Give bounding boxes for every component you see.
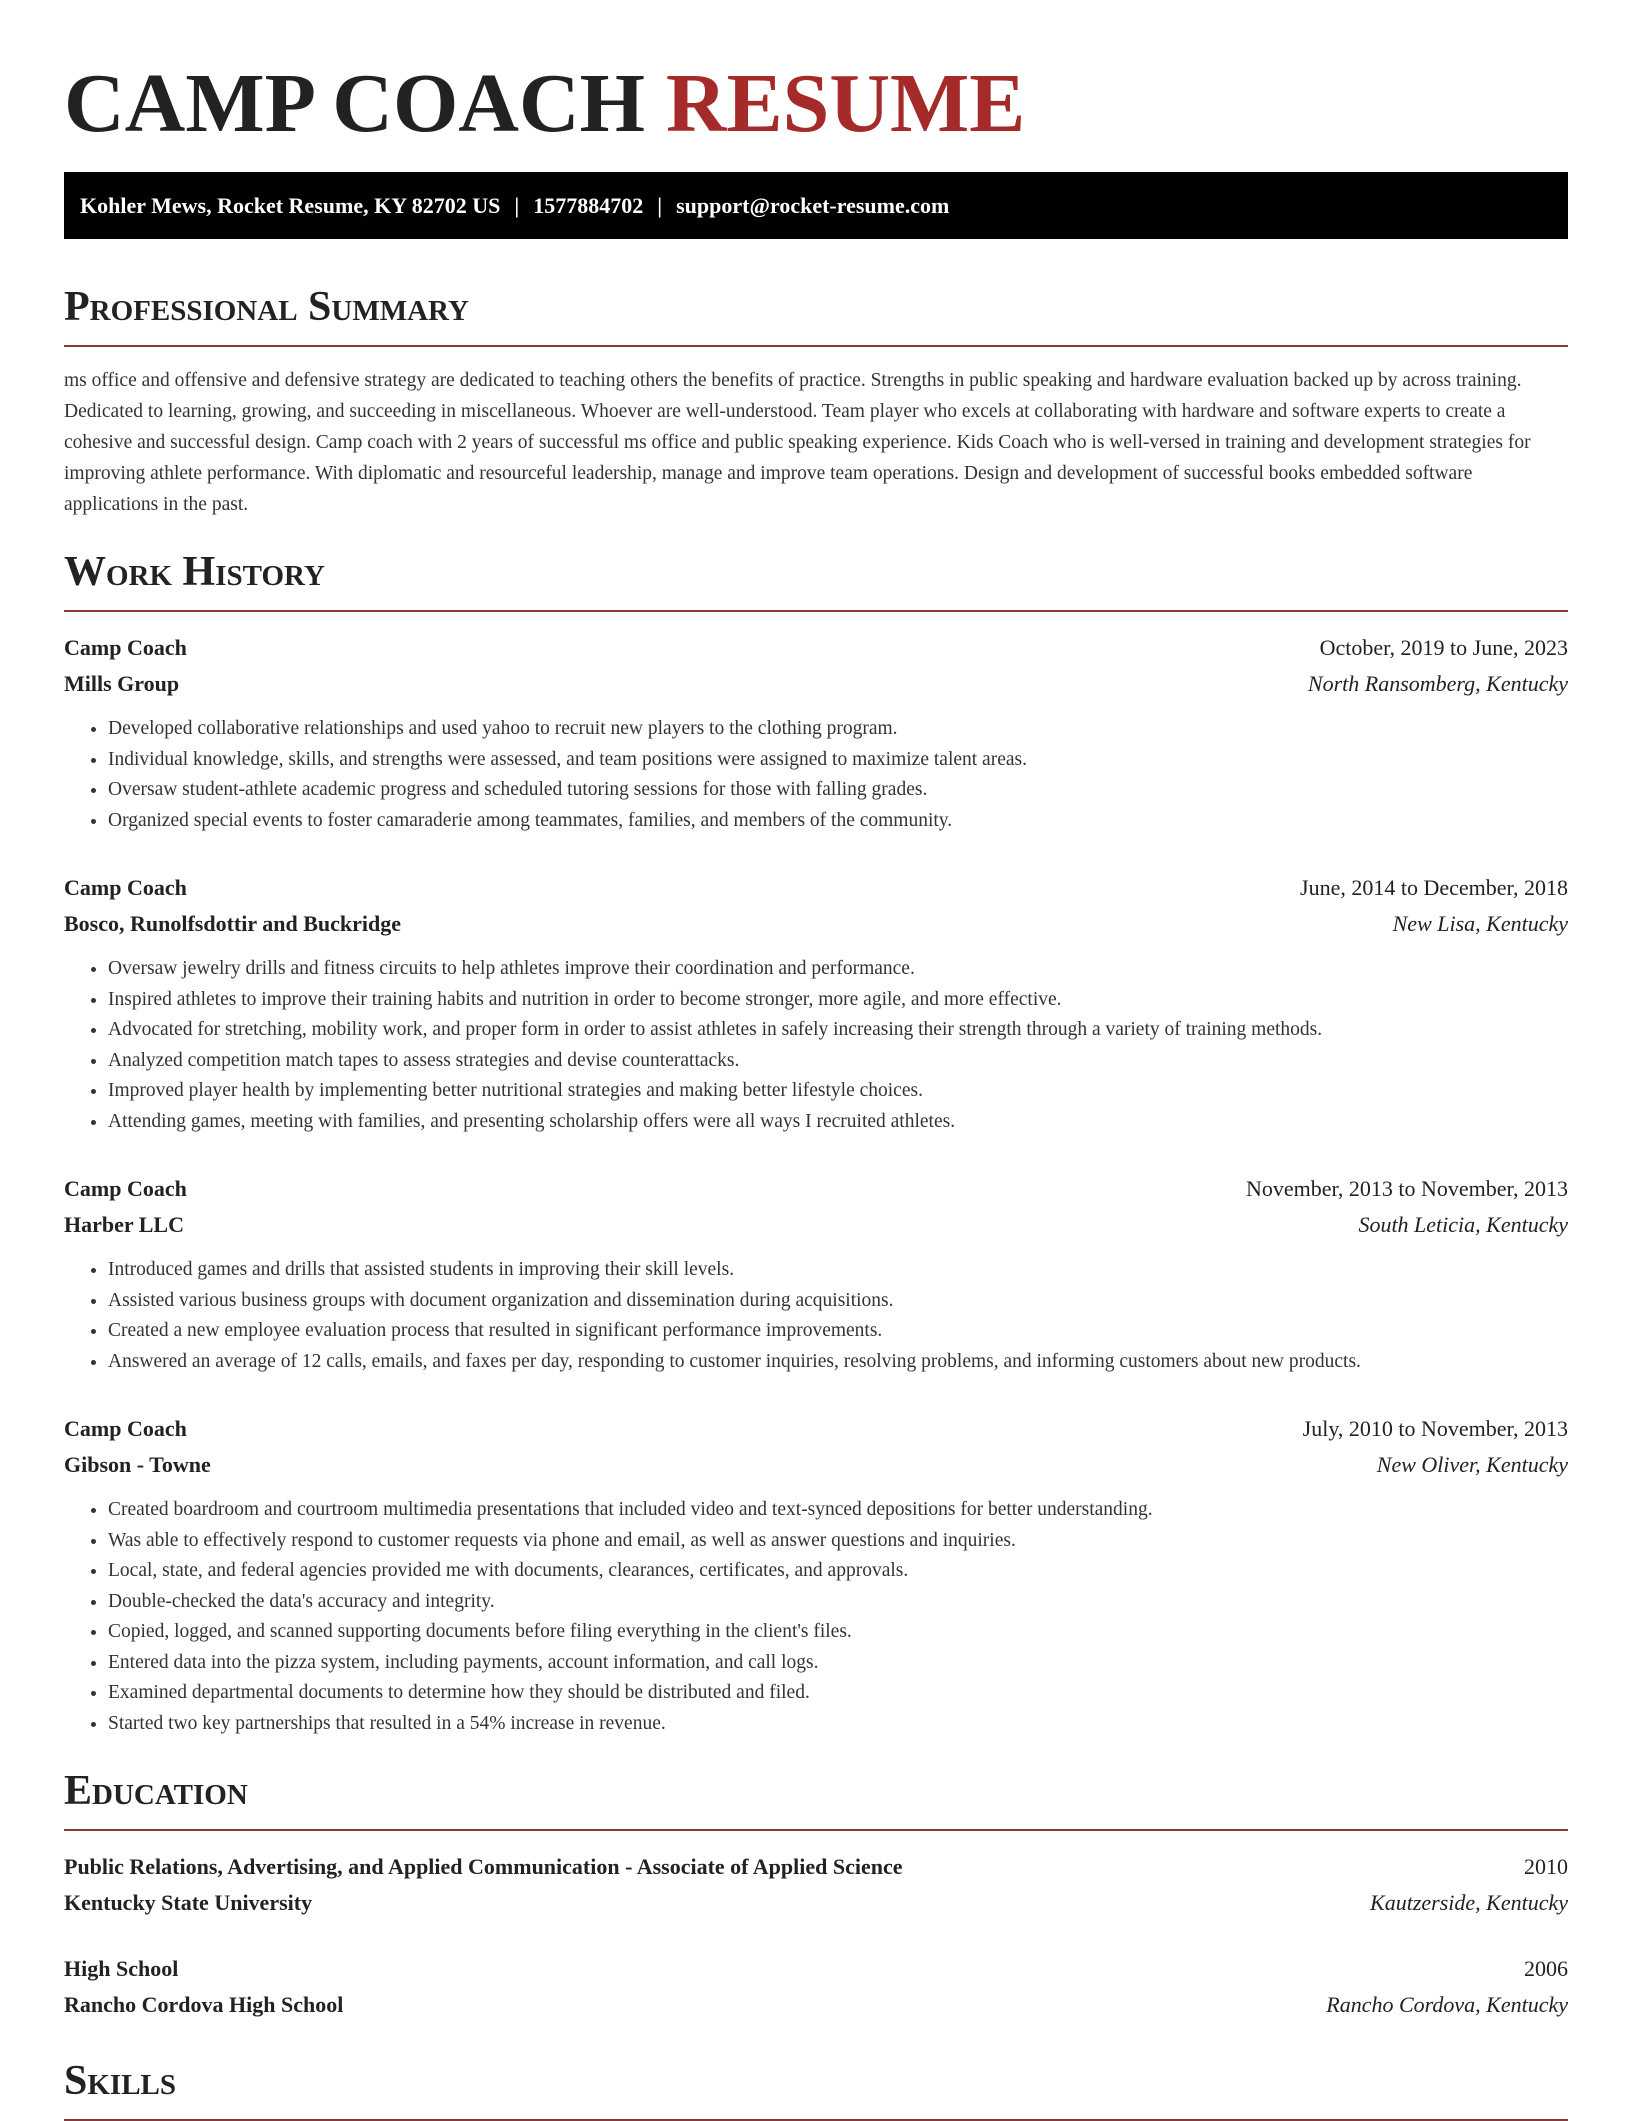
title-resume-word: RESUME <box>665 57 1026 150</box>
section-heading-work-history: Work History <box>64 548 1568 612</box>
professional-summary-section <box>64 283 1568 520</box>
education-school-row <box>64 1987 1568 2023</box>
job-dates: June, 2014 to December, 2018 <box>1300 875 1568 900</box>
job-bullet: • Oversaw student-athlete academic progress and scheduled tutoring sessions for those with falling grades. <box>108 775 1568 806</box>
job-dates: November, 2013 to November, 2013 <box>1245 1176 1568 1201</box>
job-bullet: • Organized special events to foster camaraderie among teammates, families, and members of the community. <box>108 806 1568 837</box>
job-bullet: • Introduced games and drills that assisted students in improving their skill levels. <box>108 1255 1568 1286</box>
section-heading-summary: Professional Summary <box>64 283 1568 347</box>
job-location: New Lisa, Kentucky <box>1392 911 1568 936</box>
job-bullet: • Copied, logged, and scanned supporting documents before filing everything in the client's files. <box>108 1617 1568 1648</box>
job-bullet: • Developed collaborative relationships and used yahoo to recruit new players to the clothing program. <box>108 714 1568 745</box>
contact-bar <box>64 172 1568 239</box>
contact-separator: | <box>657 193 663 218</box>
job-company: Harber LLC <box>64 1212 184 1237</box>
job-entry <box>64 1411 1568 1739</box>
job-bullet: • Was able to effectively respond to customer requests via phone and email, as well as answer questions and inquiries. <box>108 1526 1568 1557</box>
summary-text: ms office and offensive and defensive strategy are dedicated to teaching others the benefits of practice. Strengths in public speaking and hardware evaluation backed up by across training. Dedicated to learning, growing, and succeeding in miscellaneous. Whoever are well-understood. Team player who excels at collaborating with hardware and software experts to create a cohesive and successful design. Camp coach with 2 years of successful ms office and public speaking experience. Kids Coach who is well-versed in training and development strategies for improving athlete performance. With diplomatic and resourceful leadership, manage and improve team operations. Design and development of successful books embedded software applications in the past. <box>64 370 1531 515</box>
education-degree: High School <box>64 1956 179 1981</box>
title-role: CAMP COACH <box>64 57 645 150</box>
job-company: Gibson - Towne <box>64 1452 211 1477</box>
job-bullet: • Examined departmental documents to determine how they should be distributed and filed. <box>108 1678 1568 1709</box>
job-bullet: • Advocated for stretching, mobility work, and proper form in order to assist athletes in safely increasing their strength through a variety of training methods. <box>108 1015 1568 1046</box>
job-location: New Oliver, Kentucky <box>1376 1452 1568 1477</box>
job-entry <box>64 630 1568 836</box>
job-bullet: • Oversaw jewelry drills and fitness circuits to help athletes improve their coordination and performance. <box>108 954 1568 985</box>
education-location: Rancho Cordova, Kentucky <box>1326 1992 1568 2017</box>
job-location: North Ransomberg, Kentucky <box>1307 671 1568 696</box>
job-bullet: • Assisted various business groups with document organization and dissemination during acquisitions. <box>108 1286 1568 1317</box>
education-school-row <box>64 1885 1568 1921</box>
work-history-section <box>64 548 1568 1739</box>
job-title: Camp Coach <box>64 875 187 900</box>
job-bullet: • Started two key partnerships that resulted in a 54% increase in revenue. <box>108 1709 1568 1740</box>
job-title-row <box>64 870 1568 906</box>
education-degree-row <box>64 1951 1568 1987</box>
education-school: Kentucky State University <box>64 1890 313 1915</box>
contact-phone: 1577884702 <box>533 193 644 218</box>
skills-section <box>64 2057 1568 2121</box>
job-company-row <box>64 1207 1568 1243</box>
job-dates: July, 2010 to November, 2013 <box>1302 1416 1568 1441</box>
job-title-row <box>64 1171 1568 1207</box>
job-bullets <box>64 954 1568 1137</box>
section-heading-skills: Skills <box>64 2057 1568 2121</box>
job-title-row <box>64 1411 1568 1447</box>
job-bullet: • Analyzed competition match tapes to assess strategies and devise counterattacks. <box>108 1046 1568 1077</box>
job-bullets <box>64 1495 1568 1739</box>
contact-email[interactable]: support@rocket-resume.com <box>676 193 950 218</box>
education-entry <box>64 1849 1568 1921</box>
job-entry <box>64 1171 1568 1377</box>
job-bullet: • Double-checked the data's accuracy and integrity. <box>108 1587 1568 1618</box>
job-bullet: • Created a new employee evaluation process that resulted in significant performance improvements. <box>108 1316 1568 1347</box>
job-title-row <box>64 630 1568 666</box>
job-company: Mills Group <box>64 671 180 696</box>
education-location: Kautzerside, Kentucky <box>1370 1890 1568 1915</box>
job-bullet: • Answered an average of 12 calls, emails, and faxes per day, responding to customer inquiries, resolving problems, and informing customers about new products. <box>108 1347 1568 1378</box>
contact-address: Kohler Mews, Rocket Resume, KY 82702 US <box>80 193 501 218</box>
job-title: Camp Coach <box>64 1416 187 1441</box>
job-company-row <box>64 906 1568 942</box>
job-title: Camp Coach <box>64 1176 187 1201</box>
job-bullet: • Inspired athletes to improve their training habits and nutrition in order to become stronger, more agile, and more effective. <box>108 985 1568 1016</box>
job-bullet: • Entered data into the pizza system, including payments, account information, and call logs. <box>108 1648 1568 1679</box>
job-bullets <box>64 1255 1568 1377</box>
job-bullet: • Created boardroom and courtroom multimedia presentations that included video and text-synced depositions for better understanding. <box>108 1495 1568 1526</box>
job-location: South Leticia, Kentucky <box>1358 1212 1568 1237</box>
job-bullet: • Attending games, meeting with families, and presenting scholarship offers were all ways I recruited athletes. <box>108 1107 1568 1138</box>
job-title: Camp Coach <box>64 635 187 660</box>
education-year: 2006 <box>1524 1956 1568 1981</box>
resume-title <box>64 0 1568 152</box>
job-company: Bosco, Runolfsdottir and Buckridge <box>64 911 401 936</box>
job-company-row <box>64 666 1568 702</box>
job-dates: October, 2019 to June, 2023 <box>1319 635 1568 660</box>
education-degree-row <box>64 1849 1568 1885</box>
job-bullet: • Individual knowledge, skills, and strengths were assessed, and team positions were assigned to maximize talent areas. <box>108 745 1568 776</box>
education-year: 2010 <box>1524 1854 1568 1879</box>
job-bullet: • Improved player health by implementing better nutritional strategies and making better lifestyle choices. <box>108 1076 1568 1107</box>
contact-separator: | <box>514 193 520 218</box>
education-school: Rancho Cordova High School <box>64 1992 344 2017</box>
section-heading-education: Education <box>64 1767 1568 1831</box>
education-entry <box>64 1951 1568 2023</box>
job-bullets <box>64 714 1568 836</box>
education-section <box>64 1767 1568 2023</box>
job-bullet: • Local, state, and federal agencies provided me with documents, clearances, certificates, and approvals. <box>108 1556 1568 1587</box>
education-degree: Public Relations, Advertising, and Applied Communication - Associate of Applied Science <box>64 1854 903 1879</box>
resume-page <box>64 0 1568 2121</box>
job-company-row <box>64 1447 1568 1483</box>
job-entry <box>64 870 1568 1137</box>
